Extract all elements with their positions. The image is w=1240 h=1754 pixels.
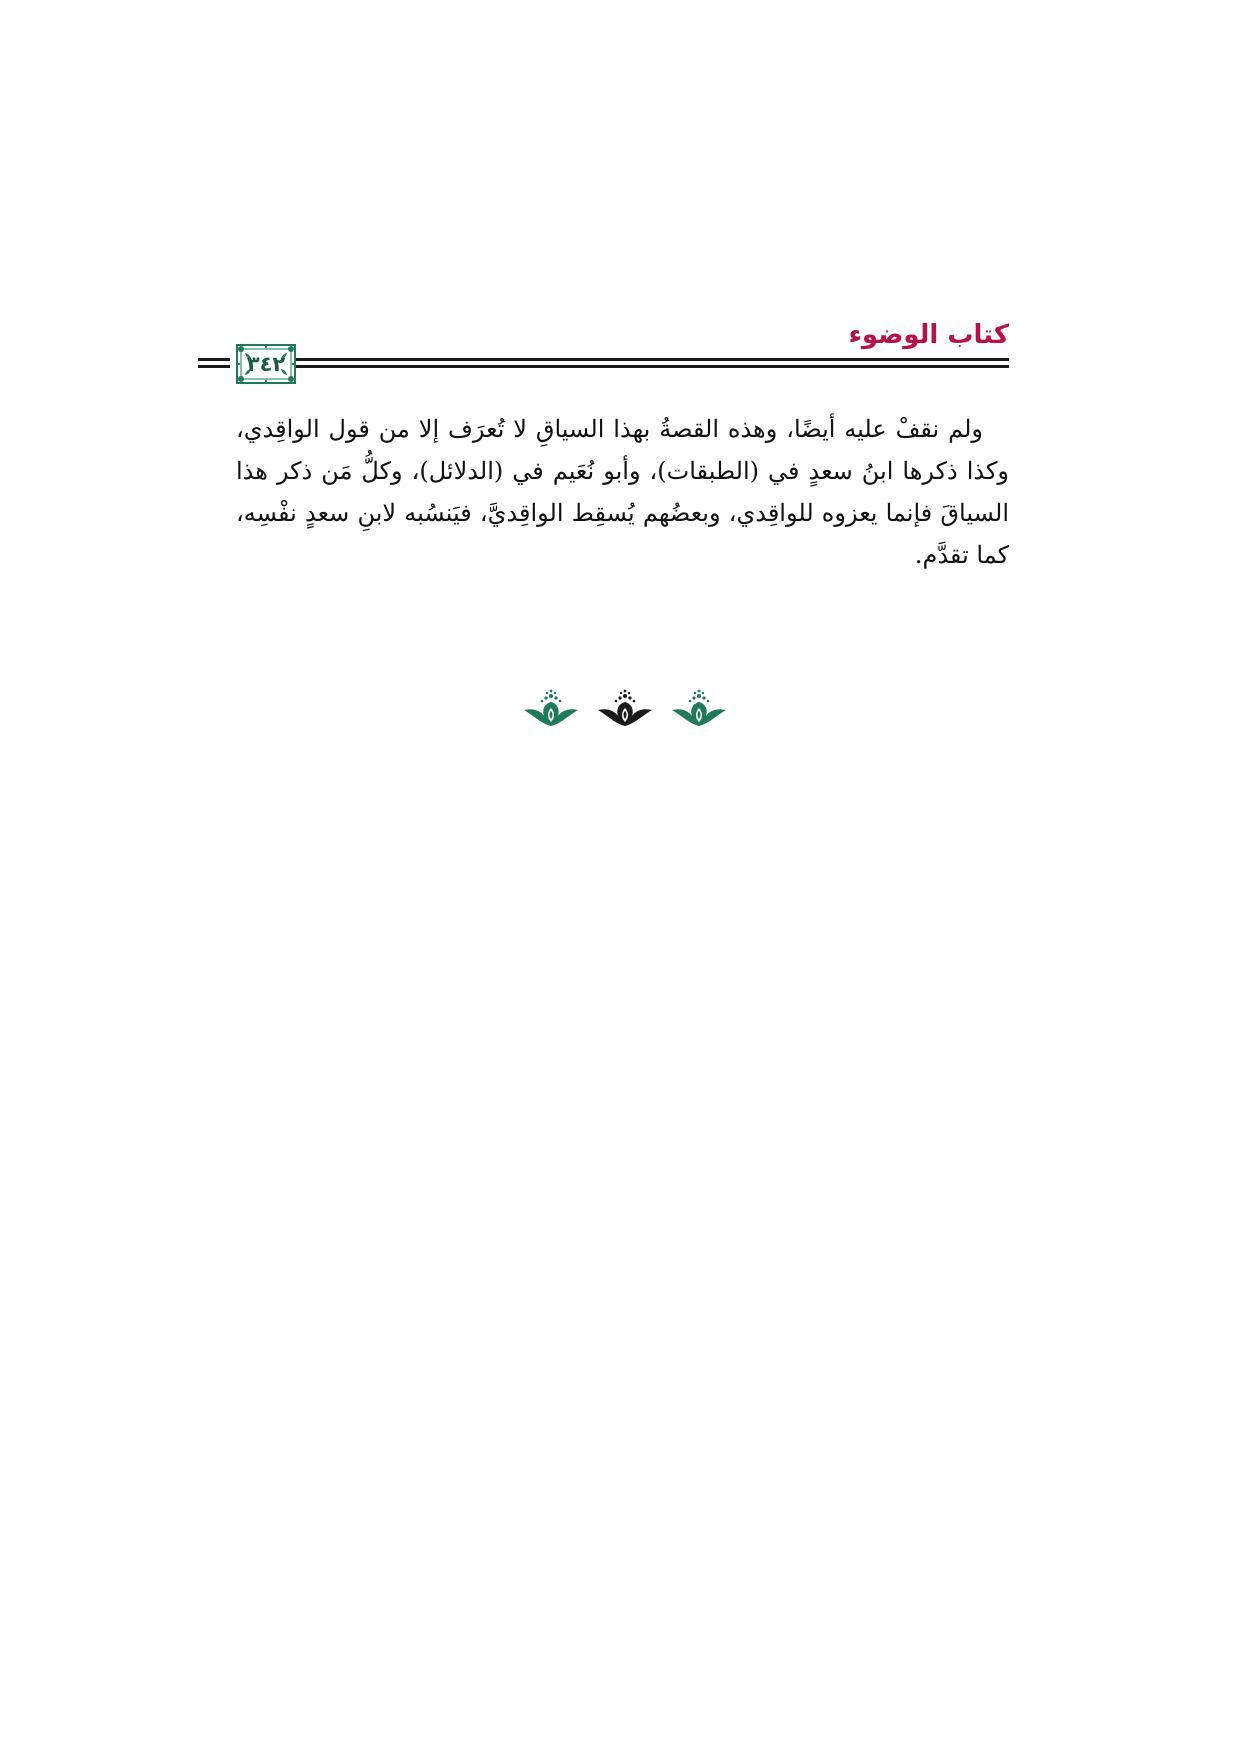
page-number-badge [236, 344, 296, 384]
body-text [236, 408, 1009, 576]
section-end-ornament [520, 686, 730, 730]
chapter-title: كتاب الوضوء [848, 320, 1009, 350]
floral-ornament-icon [520, 688, 582, 728]
floral-ornament-icon [594, 688, 656, 728]
header-double-rule [236, 358, 1009, 370]
paragraph: ولم نقفْ عليه أيضًا، وهذه القصةُ بهذا السياقِ لا تُعرَف إلا من قول الواقِدي، وكذا ذكرها ابنُ سعدٍ في (الطبقات)، وأبو نُعَيم في (الدلائل)، وكلُّ مَن ذكر هذا السياقَ فإنما يعزوه للواقِدي، وبعضُهم يُسقِط الواقِديَّ، فيَنسُبه لابنِ سعدٍ نفْسِه، كما تقدَّم. [236, 415, 1010, 569]
header-short-rule [198, 358, 230, 370]
page-header [236, 318, 1009, 388]
page-number: ٣٤٢ [246, 352, 286, 376]
floral-ornament-icon [668, 688, 730, 728]
